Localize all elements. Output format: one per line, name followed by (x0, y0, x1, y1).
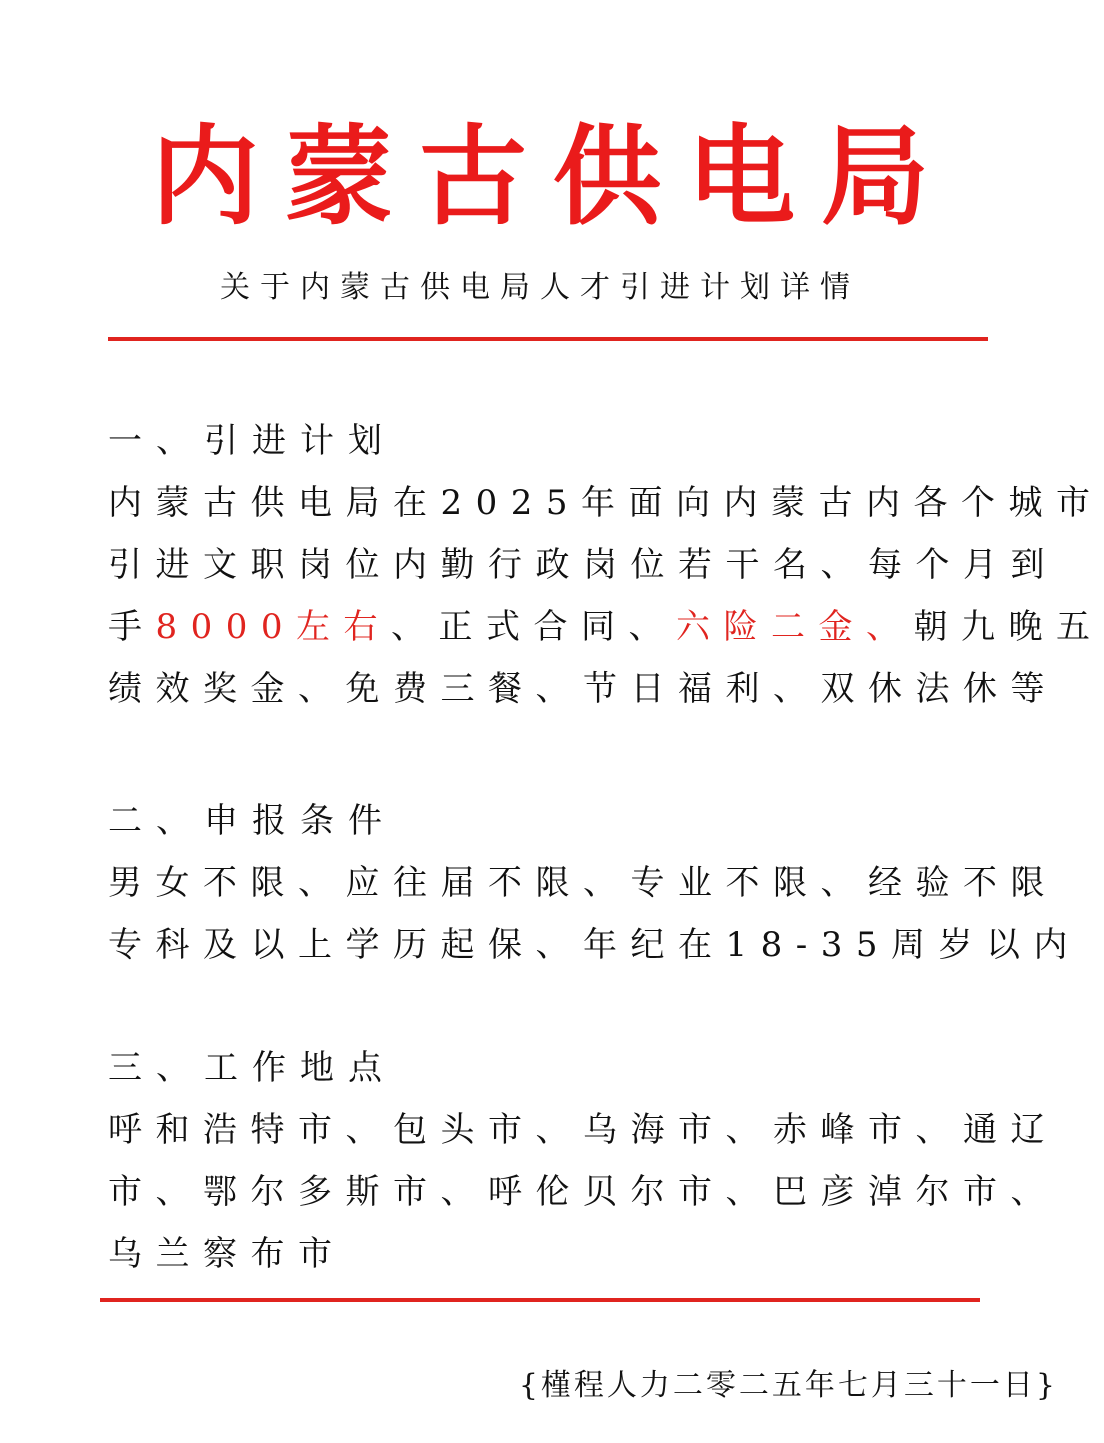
paragraph-line (108, 596, 1104, 658)
benefit-highlight: 六险二金、 (676, 607, 914, 647)
signature-date: {槿程人力二零二五年七月三十一日} (518, 1368, 1058, 1403)
section-heading: 二、申报条件 (108, 801, 396, 841)
paragraph-line: 市、鄂尔多斯市、呼伦贝尔市、巴彦淖尔市、 (108, 1172, 1058, 1212)
paragraph-line: 呼和浩特市、包头市、乌海市、赤峰市、通辽 (108, 1110, 1058, 1150)
section-introduction-plan (108, 410, 1104, 720)
bottom-divider (100, 1298, 980, 1302)
section-heading: 一、引进计划 (108, 421, 396, 461)
paragraph-line: 内蒙古供电局在2025年面向内蒙古内各个城市 (108, 483, 1104, 523)
text-segment: 、正式合同、 (391, 607, 677, 647)
paragraph-line: 专科及以上学历起保、年纪在18-35周岁以内 (108, 925, 1082, 965)
text-segment: 朝九晚五 (913, 607, 1104, 647)
page-subtitle: 关于内蒙古供电局人才引进计划详情 (220, 270, 860, 305)
section-application-conditions (108, 790, 1082, 976)
paragraph-line: 乌兰察布市 (108, 1234, 346, 1274)
text-segment: 手 (108, 607, 156, 647)
section-work-locations (108, 1037, 1058, 1285)
top-divider (108, 337, 988, 341)
paragraph-line: 男女不限、应往届不限、专业不限、经验不限 (108, 863, 1058, 903)
salary-highlight: 8000左右 (155, 607, 392, 647)
paragraph-line: 绩效奖金、免费三餐、节日福利、双休法休等 (108, 669, 1058, 709)
page-title: 内蒙古供电局 (150, 115, 955, 240)
paragraph-line: 引进文职岗位内勤行政岗位若干名、每个月到 (108, 545, 1058, 585)
section-heading: 三、工作地点 (108, 1048, 396, 1088)
